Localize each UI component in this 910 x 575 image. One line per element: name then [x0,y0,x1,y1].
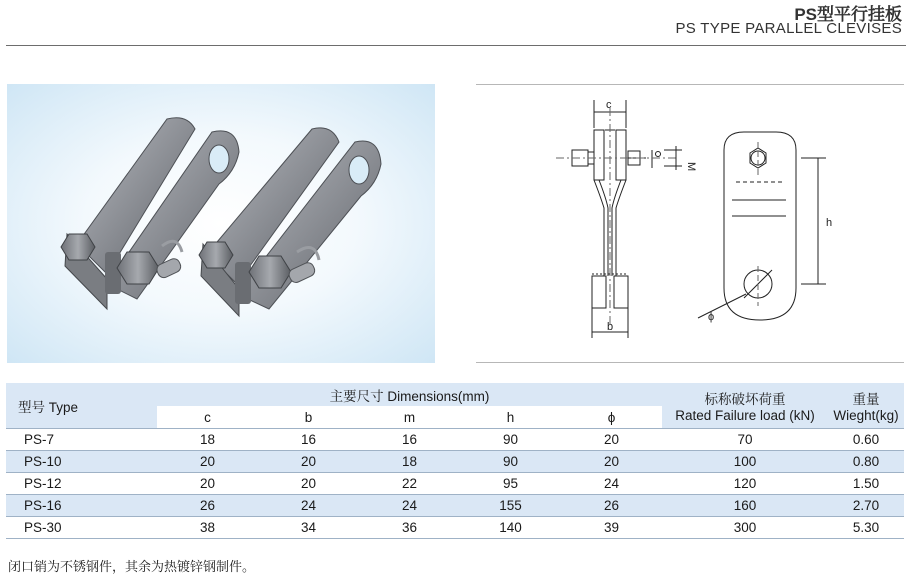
footnote: 闭口销为不锈钢件，其余为热镀锌钢制件。 [8,559,256,574]
cell-phi: 20 [561,451,662,473]
cell-c: 20 [157,451,258,473]
cell-m: 24 [359,495,460,517]
cell-model: PS-12 [6,473,157,495]
column-header-load [662,383,828,429]
column-header-h: h [460,406,561,429]
cell-b: 34 [258,517,359,539]
cell-m: 16 [359,429,460,451]
table-row [6,473,904,495]
column-header-model: 型号 Type [6,383,157,429]
cell-phi: 39 [561,517,662,539]
column-header-m: m [359,406,460,429]
table-row [6,517,904,539]
spec-table [6,383,904,539]
cell-m: 22 [359,473,460,495]
dimension-label-h: h [826,217,833,229]
cell-load: 120 [662,473,828,495]
dimension-label-b: b [607,321,614,333]
column-header-b: b [258,406,359,429]
cell-c: 18 [157,429,258,451]
header-divider [6,45,906,46]
cell-load: 300 [662,517,828,539]
cell-h: 140 [460,517,561,539]
table-row [6,495,904,517]
cell-b: 24 [258,495,359,517]
column-header-weight-en: Wieght(kg) [833,408,899,423]
cell-phi: 24 [561,473,662,495]
cell-weight: 0.60 [828,429,904,451]
cell-phi: 20 [561,429,662,451]
dimension-label-m: M [685,162,697,172]
cell-h: 155 [460,495,561,517]
column-header-weight [828,383,904,429]
drawing-bottom-rule [476,362,904,363]
column-header-load-en: Rated Failure load (kN) [675,408,815,423]
cell-b: 16 [258,429,359,451]
cell-c: 38 [157,517,258,539]
side-view [698,132,826,320]
cell-m: 36 [359,517,460,539]
cell-model: PS-7 [6,429,157,451]
cell-b: 20 [258,451,359,473]
technical-drawing [476,88,904,360]
dimension-label-c: c [606,99,612,111]
column-header-phi: ϕ [561,406,662,429]
cell-load: 70 [662,429,828,451]
table-row [6,451,904,473]
column-header-c: c [157,406,258,429]
page-title-cn: PS型平行挂板 [794,5,902,24]
column-header-load-cn: 标称破坏荷重 [704,392,786,407]
dimension-label-phi: ϕ [708,311,715,323]
cell-h: 90 [460,429,561,451]
drawing-top-rule [476,84,904,85]
product-photo [7,84,435,363]
front-view [556,100,682,338]
cell-weight: 2.70 [828,495,904,517]
cell-model: PS-30 [6,517,157,539]
cell-weight: 0.80 [828,451,904,473]
cell-b: 20 [258,473,359,495]
cell-phi: 26 [561,495,662,517]
cell-m: 18 [359,451,460,473]
page-title-en: PS TYPE PARALLEL CLEVISES [675,20,902,37]
column-header-weight-cn: 重量 [852,392,880,407]
cell-model: PS-10 [6,451,157,473]
cell-model: PS-16 [6,495,157,517]
cell-c: 26 [157,495,258,517]
cell-weight: 1.50 [828,473,904,495]
cell-load: 160 [662,495,828,517]
cell-weight: 5.30 [828,517,904,539]
cell-c: 20 [157,473,258,495]
cell-h: 95 [460,473,561,495]
column-header-dimensions: 主要尺寸 Dimensions(mm) [157,383,662,406]
cell-load: 100 [662,451,828,473]
table-row [6,429,904,451]
cell-h: 90 [460,451,561,473]
